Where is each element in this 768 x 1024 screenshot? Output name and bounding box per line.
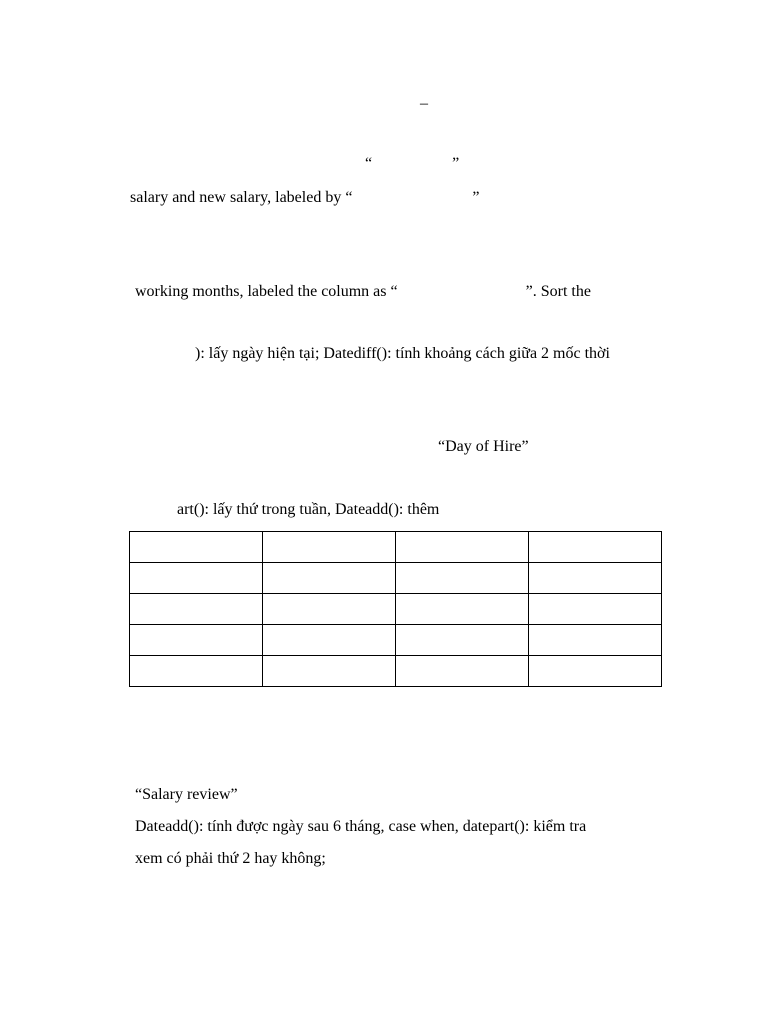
table-cell xyxy=(263,625,396,656)
salary-review-line: “Salary review” xyxy=(135,786,238,803)
table-cell xyxy=(130,625,263,656)
day-of-hire-line: “Day of Hire” xyxy=(438,438,529,455)
table-cell xyxy=(396,594,529,625)
table-cell xyxy=(130,563,263,594)
table-cell xyxy=(263,594,396,625)
table-cell xyxy=(263,563,396,594)
table-row xyxy=(130,563,662,594)
datediff-hint-line: ): lấy ngày hiện tại; Datediff(): tính khoảng cách giữa 2 mốc thời xyxy=(195,345,610,362)
table-row xyxy=(130,594,662,625)
table-cell xyxy=(130,656,263,687)
table-row xyxy=(130,656,662,687)
working-months-line: working months, labeled the column as “ ”. Sort the xyxy=(135,283,591,300)
table-cell xyxy=(263,532,396,563)
table-row xyxy=(130,625,662,656)
table-cell xyxy=(529,656,662,687)
table-cell xyxy=(529,532,662,563)
table-cell xyxy=(529,563,662,594)
table-cell xyxy=(130,594,263,625)
table-row xyxy=(130,532,662,563)
table-cell xyxy=(529,625,662,656)
table-cell xyxy=(396,625,529,656)
heading-dash: – xyxy=(420,95,428,112)
table-cell xyxy=(396,563,529,594)
datepart-hint-line: art(): lấy thứ trong tuần, Dateadd(): thêm xyxy=(177,501,440,518)
salary-label-line: salary and new salary, labeled by “ ” xyxy=(130,189,480,206)
quoted-label-line: “ ” xyxy=(365,155,460,172)
table-cell xyxy=(529,594,662,625)
table-cell xyxy=(396,532,529,563)
monday-check-line: xem có phải thứ 2 hay không; xyxy=(135,850,326,867)
empty-table xyxy=(129,531,662,687)
table-cell xyxy=(263,656,396,687)
dateadd-hint-line: Dateadd(): tính được ngày sau 6 tháng, case when, datepart(): kiểm tra xyxy=(135,818,587,835)
table-cell xyxy=(396,656,529,687)
table-cell xyxy=(130,532,263,563)
